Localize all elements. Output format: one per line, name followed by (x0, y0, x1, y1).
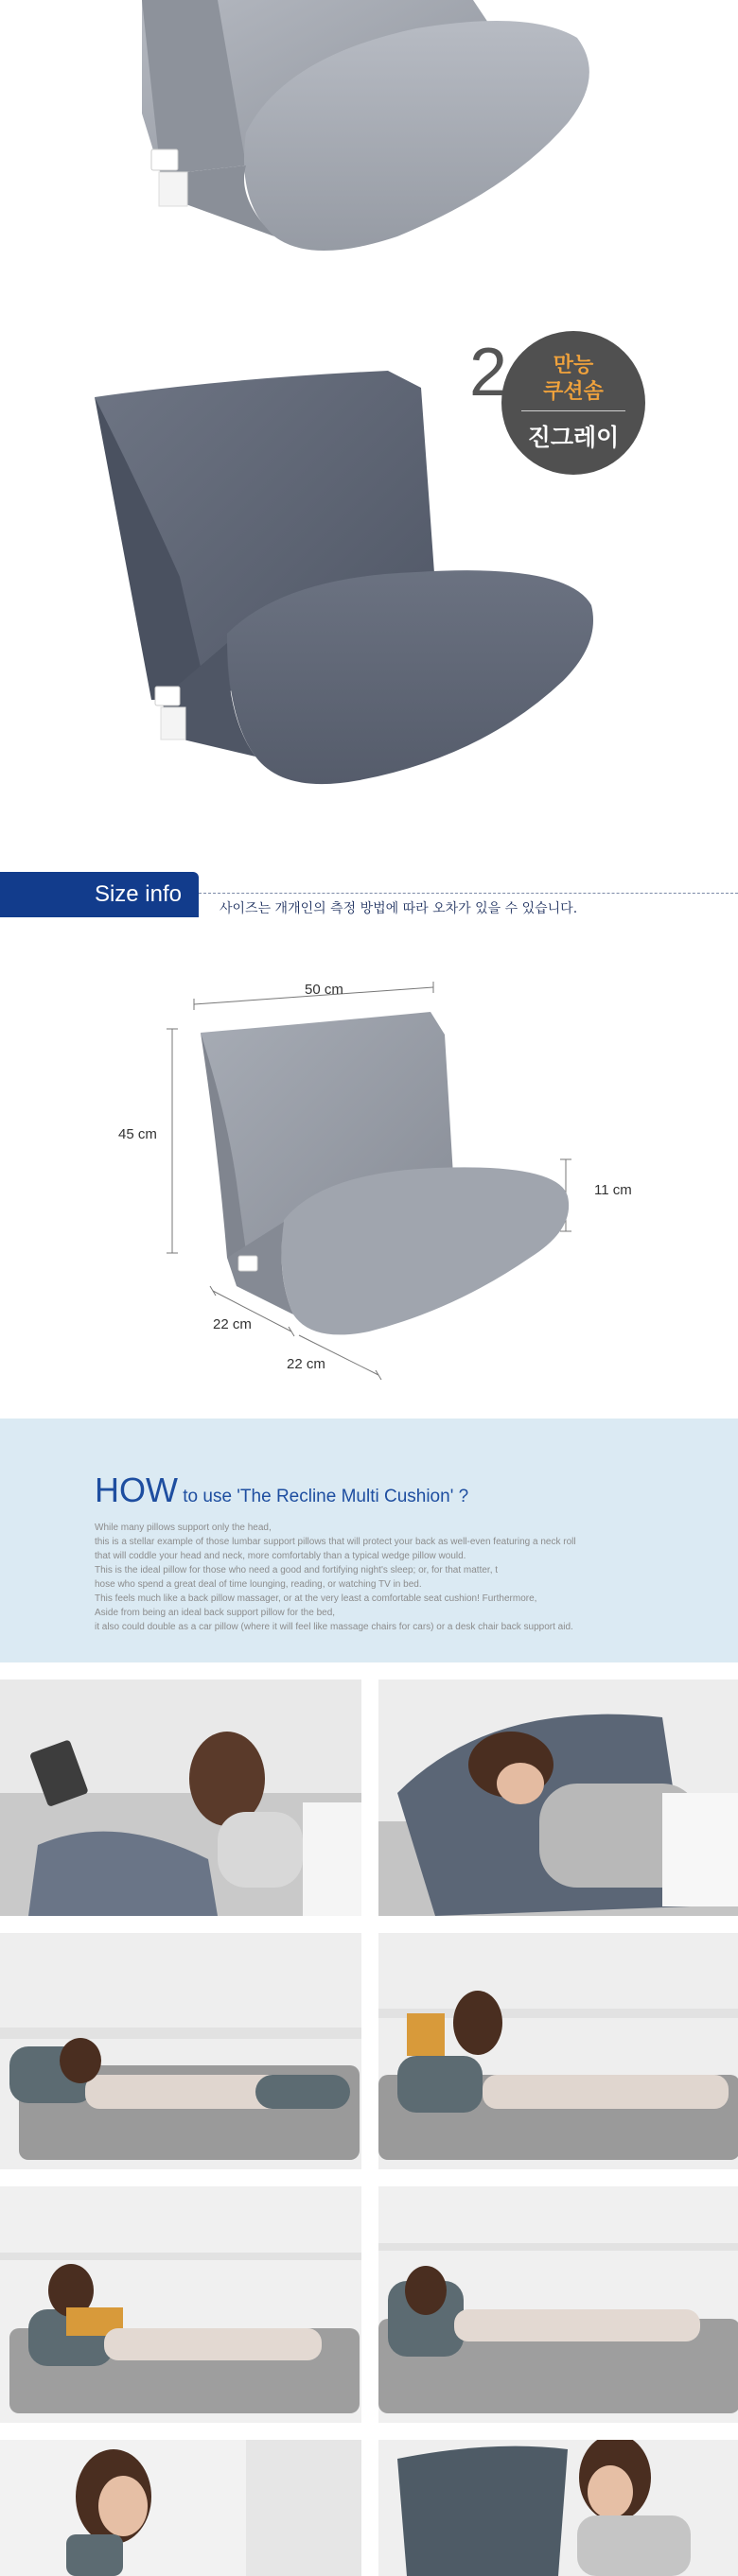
how-to-line: that will coddle your head and neck, more comfortably than a typical wedge pillow would. (95, 1551, 466, 1561)
size-info-label: Size info (94, 881, 182, 907)
badge-divider (521, 410, 625, 411)
how-to-title-rest: to use 'The Recline Multi Cushion' ? (177, 1487, 469, 1506)
usage-photo-sofa-book (378, 1933, 738, 2169)
usage-photo-reading-tablet (0, 1680, 361, 1916)
how-to-line: This is the ideal pillow for those who need a good and fortifying night's sleep; or, for that matter, t (95, 1565, 499, 1575)
light-grey-cushion-image (0, 0, 738, 284)
how-to-line: While many pillows support only the head, (95, 1523, 272, 1533)
size-info-note: 사이즈는 개개인의 측정 방법에 따라 오차가 있을 수 있습니다. (220, 901, 578, 916)
badge-line-1a: 만능 (553, 354, 594, 377)
how-to-line: this is a stellar example of those lumbar support pillows that will protect your back as well-even featuring a neck roll (95, 1537, 576, 1547)
how-to-line: it also could double as a car pillow (where it will feel like massage chairs for cars) or a desk chair back support aid. (95, 1622, 573, 1632)
badge-line-1b: 쿠션솜 (543, 379, 604, 404)
dim-width: 50 cm (305, 982, 343, 998)
color-badge (501, 331, 645, 475)
dim-height: 45 cm (118, 1126, 157, 1142)
how-to-line: Aside from being an ideal back support pillow for the bed, (95, 1608, 336, 1618)
usage-photo-lying-book (0, 2186, 361, 2423)
product-number: 2 (469, 335, 508, 410)
how-to-line: This feels much like a back pillow massager, or at the very least a comfortable seat cushion! Furthermore, (95, 1593, 537, 1604)
size-info-divider (199, 893, 738, 894)
dim-depth-b: 22 cm (287, 1356, 325, 1372)
how-to-line: hose who spend a great deal of time lounging, reading, or watching TV in bed. (95, 1579, 422, 1590)
dim-depth-a: 22 cm (213, 1316, 252, 1332)
how-to-description (95, 1521, 662, 1634)
how-to-title (95, 1471, 468, 1510)
usage-photo-sleeping (378, 1680, 738, 1916)
how-to-title-big: HOW (95, 1471, 178, 1509)
badge-line-2: 진그레이 (527, 424, 620, 451)
size-info-banner (0, 872, 199, 917)
dim-arm-height: 11 cm (594, 1182, 632, 1198)
usage-photo-sofa-selfie (0, 1933, 361, 2169)
usage-photo-phone-browse (378, 2440, 738, 2576)
usage-photo-phone-call (0, 2440, 361, 2576)
usage-photo-lying-relax (378, 2186, 738, 2423)
